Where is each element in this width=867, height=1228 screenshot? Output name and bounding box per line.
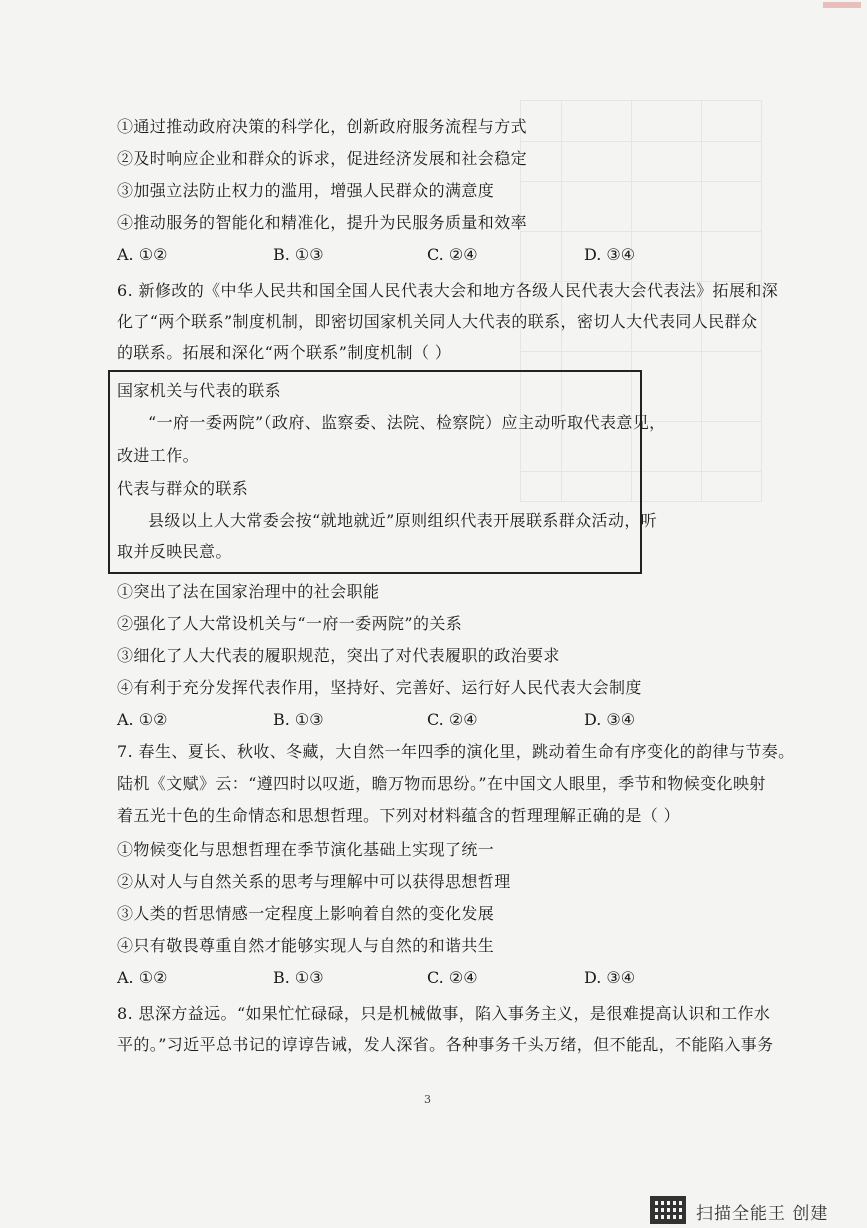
q6-box-heading-2: 代表与群众的联系: [117, 479, 249, 498]
q6-option-b[interactable]: B. ①③: [273, 710, 324, 729]
q7-option-c[interactable]: C. ②④: [427, 968, 478, 987]
q6-box-para-1-line-2: 改进工作。: [117, 446, 200, 465]
q7-options: [117, 967, 677, 989]
qr-code-icon: [650, 1196, 686, 1224]
q7-item-3: ③人类的哲思情感一定程度上影响着自然的变化发展: [117, 904, 495, 923]
corner-scan-mark: [823, 2, 861, 8]
q6-box-para-2-line-2: 取并反映民意。: [117, 542, 232, 561]
q6-box-heading-1: 国家机关与代表的联系: [117, 381, 282, 400]
q6-item-2: ②强化了人大常设机关与“一府一委两院”的关系: [117, 614, 463, 633]
q6-stem-line-1: 6. 新修改的《中华人民共和国全国人民代表大会和地方各级人民代表大会代表法》拓展和深: [117, 281, 779, 300]
q7-item-2: ②从对人与自然关系的思考与理解中可以获得思想哲理: [117, 872, 511, 891]
q7-stem-line-3: 着五光十色的生命情态和思想哲理。下列对材料蕴含的哲理理解正确的是（ ）: [117, 806, 681, 825]
q7-option-a[interactable]: A. ①②: [117, 968, 168, 987]
q5-option-c[interactable]: C. ②④: [427, 245, 478, 264]
q5-option-d[interactable]: D. ③④: [584, 245, 636, 264]
q8-stem-line-1: 8. 思深方益远。“如果忙忙碌碌，只是机械做事，陷入事务主义，是很难提高认识和工作水: [117, 1004, 771, 1023]
q7-stem-line-1: 7. 春生、夏长、秋收、冬藏，大自然一年四季的演化里，跳动着生命有序变化的韵律与节奏。: [117, 742, 795, 761]
watermark-text: 扫描全能王 创建: [696, 1204, 829, 1224]
q8-stem-line-2: 平的。”习近平总书记的谆谆告诫，发人深省。各种事务千头万绪，但不能乱，不能陷入事务: [117, 1035, 774, 1054]
q6-item-1: ①突出了法在国家治理中的社会职能: [117, 582, 380, 601]
q5-item-3: ③加强立法防止权力的滥用，增强人民群众的满意度: [117, 181, 495, 200]
q7-stem-line-2: 陆机《文赋》云：“遵四时以叹逝，瞻万物而思纷。”在中国文人眼里，季节和物候变化映射: [117, 774, 766, 793]
q5-option-b[interactable]: B. ①③: [273, 245, 324, 264]
q6-option-a[interactable]: A. ①②: [117, 710, 168, 729]
q6-box-para-1-line-1: “一府一委两院”（政府、监察委、法院、检察院）应主动听取代表意见，: [148, 413, 666, 432]
q5-option-a[interactable]: A. ①②: [117, 245, 168, 264]
page-number: 3: [424, 1093, 431, 1106]
q7-item-1: ①物候变化与思想哲理在季节演化基础上实现了统一: [117, 840, 495, 859]
q5-options: [117, 244, 677, 266]
scanner-watermark: [650, 1196, 865, 1226]
q6-stem-line-3: 的联系。拓展和深化“两个联系”制度机制（ ）: [117, 343, 452, 362]
q7-option-d[interactable]: D. ③④: [584, 968, 636, 987]
q6-option-d[interactable]: D. ③④: [584, 710, 636, 729]
q6-item-3: ③细化了人大代表的履职规范，突出了对代表履职的政治要求: [117, 646, 560, 665]
q5-item-2: ②及时响应企业和群众的诉求，促进经济发展和社会稳定: [117, 149, 528, 168]
q6-option-c[interactable]: C. ②④: [427, 710, 478, 729]
q7-item-4: ④只有敬畏尊重自然才能够实现人与自然的和谐共生: [117, 936, 495, 955]
q6-item-4: ④有利于充分发挥代表作用，坚持好、完善好、运行好人民代表大会制度: [117, 678, 642, 697]
q6-stem-line-2: 化了“两个联系”制度机制，即密切国家机关同人大代表的联系，密切人大代表同人民群众: [117, 312, 758, 331]
q5-item-1: ①通过推动政府决策的科学化，创新政府服务流程与方式: [117, 117, 528, 136]
q5-item-4: ④推动服务的智能化和精准化，提升为民服务质量和效率: [117, 213, 528, 232]
q6-options: [117, 709, 677, 731]
q6-box-para-2-line-1: 县级以上人大常委会按“就地就近”原则组织代表开展联系群众活动，听: [148, 511, 658, 530]
q7-option-b[interactable]: B. ①③: [273, 968, 324, 987]
